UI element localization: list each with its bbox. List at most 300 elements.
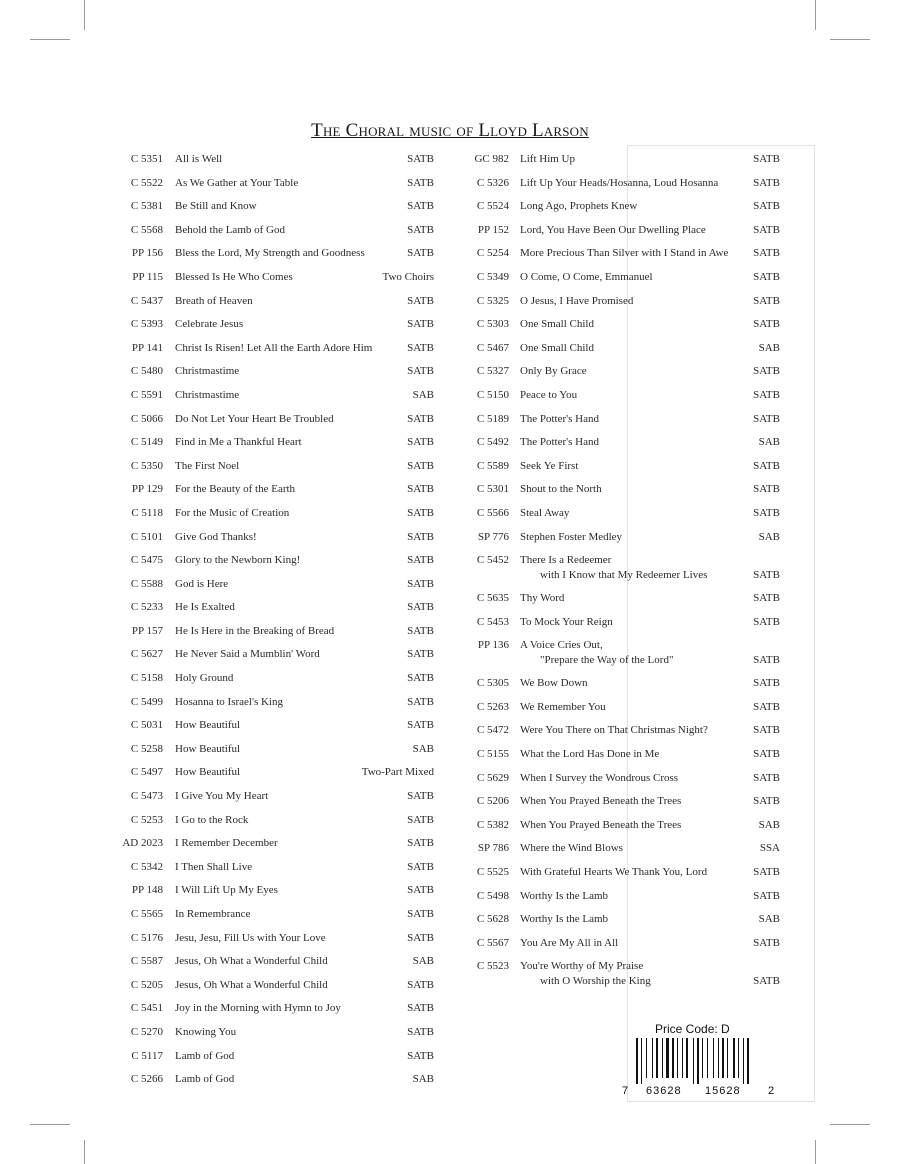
catalog-entry — [462, 523, 780, 547]
anthem-title: How Beautiful — [175, 719, 241, 732]
voicing: SATB — [407, 318, 434, 331]
catalog-entry — [108, 169, 434, 193]
barcode-digit-check: 2 — [768, 1085, 775, 1097]
anthem-title: I Give You My Heart — [175, 790, 269, 803]
anthem-title: To Mock Your Reign — [520, 615, 613, 628]
catalog-entry — [108, 239, 434, 263]
catalog-number: C 5382 — [476, 818, 509, 831]
anthem-title: The Potter's Hand — [520, 436, 599, 449]
anthem-title: Give God Thanks! — [175, 530, 257, 543]
anthem-title: Knowing You — [175, 1025, 237, 1038]
anthem-title: Jesus, Oh What a Wonderful Child — [175, 978, 328, 991]
catalog-number: C 5591 — [130, 388, 163, 401]
catalog-number: C 5475 — [130, 554, 163, 567]
catalog-entry — [462, 428, 780, 452]
voicing: SATB — [407, 931, 434, 944]
barcode-bar — [697, 1038, 699, 1084]
voicing: SATB — [753, 483, 780, 496]
anthem-title: How Beautiful — [175, 766, 241, 779]
catalog-entry — [108, 499, 434, 523]
catalog-number: C 5326 — [476, 176, 509, 189]
anthem-title: O Jesus, I Have Promised — [520, 294, 634, 307]
catalog-entry — [108, 405, 434, 429]
anthem-title: There Is a Redeemer — [520, 554, 612, 567]
voicing: SATB — [407, 341, 434, 354]
catalog-entry — [108, 334, 434, 358]
catalog-entry — [108, 216, 434, 240]
anthem-title: You Are My All in All — [520, 936, 619, 949]
anthem-title: I Go to the Rock — [175, 813, 249, 826]
anthem-title: For the Beauty of the Earth — [175, 483, 296, 496]
catalog-entry — [108, 688, 434, 712]
anthem-title: I Then Shall Live — [175, 860, 253, 873]
catalog-entry — [108, 640, 434, 664]
barcode-bar — [743, 1038, 744, 1084]
catalog-entry — [462, 716, 780, 740]
catalog-number: C 5031 — [130, 719, 163, 732]
anthem-subtitle: with O Worship the King — [540, 975, 651, 988]
anthem-title: Lift Up Your Heads/Hosanna, Loud Hosanna — [520, 176, 719, 189]
barcode-bar — [677, 1038, 678, 1078]
voicing: SATB — [753, 223, 780, 236]
anthem-title: A Voice Cries Out, — [520, 639, 603, 652]
catalog-entry — [108, 357, 434, 381]
anthem-title: The First Noel — [175, 459, 240, 472]
anthem-title: More Precious Than Silver with I Stand in Awe — [520, 247, 729, 260]
catalog-column-right — [462, 145, 780, 990]
anthem-title: I Will Lift Up My Eyes — [175, 884, 278, 897]
catalog-entry — [108, 1065, 434, 1089]
catalog-entry — [108, 829, 434, 853]
barcode-bar — [733, 1038, 735, 1078]
voicing: SATB — [407, 483, 434, 496]
voicing: SATB — [407, 153, 434, 165]
voicing: SATB — [753, 724, 780, 737]
voicing: SATB — [407, 672, 434, 685]
catalog-number: C 5629 — [476, 771, 509, 784]
anthem-title: When You Prayed Beneath the Trees — [520, 818, 682, 831]
catalog-entry — [108, 994, 434, 1018]
page-title: The Choral music of Lloyd Larson — [311, 120, 589, 141]
anthem-title: Were You There on That Christmas Night? — [520, 724, 708, 737]
anthem-title: Bless the Lord, My Strength and Goodness — [175, 247, 365, 260]
catalog-number: C 5342 — [130, 860, 163, 873]
catalog-number: PP 141 — [131, 341, 163, 354]
catalog-number: C 5568 — [130, 223, 163, 236]
catalog-entry — [462, 546, 780, 584]
catalog-number: C 5565 — [130, 908, 163, 920]
anthem-title: Worthy Is the Lamb — [520, 913, 609, 926]
anthem-title: The Potter's Hand — [520, 412, 599, 425]
voicing: SATB — [407, 837, 434, 850]
catalog-number: C 5497 — [130, 766, 163, 779]
catalog-entry — [108, 570, 434, 594]
catalog-entry — [108, 711, 434, 735]
catalog-number: PP 136 — [477, 639, 509, 652]
catalog-entry — [462, 905, 780, 929]
catalog-entry — [462, 381, 780, 405]
anthem-title: Jesus, Oh What a Wonderful Child — [175, 955, 328, 968]
catalog-number: SP 786 — [477, 842, 509, 855]
voicing: SATB — [753, 270, 780, 283]
catalog-column-left — [108, 145, 434, 1089]
voicing: SATB — [753, 412, 780, 425]
voicing: SAB — [758, 913, 780, 926]
voicing: SATB — [407, 624, 434, 637]
voicing: SATB — [753, 700, 780, 713]
voicing: SATB — [407, 530, 434, 543]
catalog-number: C 5150 — [476, 388, 509, 401]
anthem-subtitle: "Prepare the Way of the Lord" — [540, 654, 674, 667]
voicing: SATB — [753, 866, 780, 879]
barcode-bar — [656, 1038, 658, 1078]
barcode-bar — [693, 1038, 694, 1084]
catalog-entry — [108, 192, 434, 216]
catalog-entry — [462, 405, 780, 429]
anthem-title: As We Gather at Your Table — [175, 176, 299, 189]
voicing: SAB — [412, 388, 434, 401]
voicing: SATB — [753, 506, 780, 519]
catalog-number: C 5522 — [130, 176, 163, 189]
anthem-title: How Beautiful — [175, 742, 241, 755]
catalog-number: C 5327 — [476, 365, 509, 378]
voicing: SATB — [407, 884, 434, 897]
catalog-entry — [462, 145, 780, 169]
catalog-number: C 5266 — [130, 1073, 163, 1086]
catalog-number: C 5351 — [130, 153, 163, 165]
crop-mark — [815, 1140, 816, 1164]
catalog-number: C 5270 — [130, 1025, 163, 1038]
voicing: Two Choirs — [382, 270, 434, 283]
barcode-bar — [722, 1038, 724, 1078]
anthem-title: Only By Grace — [520, 365, 587, 378]
catalog-number: C 5498 — [476, 889, 509, 902]
barcode-bar — [682, 1038, 683, 1078]
barcode-bar — [738, 1038, 739, 1078]
anthem-title: He Never Said a Mumblin' Word — [175, 648, 320, 661]
catalog-number: PP 156 — [131, 247, 163, 260]
catalog-entry — [462, 216, 780, 240]
barcode-bar — [686, 1038, 688, 1078]
anthem-title: Breath of Heaven — [175, 294, 253, 307]
voicing: SATB — [753, 365, 780, 378]
voicing: SATB — [407, 577, 434, 590]
catalog-entry — [462, 787, 780, 811]
catalog-number: PP 148 — [131, 884, 163, 897]
anthem-title: Do Not Let Your Heart Be Troubled — [175, 412, 334, 425]
catalog-entry — [462, 310, 780, 334]
anthem-title: God is Here — [175, 577, 229, 590]
catalog-number: C 5350 — [130, 459, 163, 472]
barcode-bar — [713, 1038, 714, 1078]
catalog-number: C 5467 — [476, 341, 509, 354]
catalog-number: C 5176 — [130, 931, 163, 944]
catalog-entry — [108, 758, 434, 782]
voicing: SAB — [758, 341, 780, 354]
catalog-entry — [108, 452, 434, 476]
catalog-number: C 5588 — [130, 577, 163, 590]
voicing: SATB — [407, 813, 434, 826]
anthem-title: Peace to You — [520, 388, 578, 401]
voicing: SATB — [407, 648, 434, 661]
catalog-entry — [462, 834, 780, 858]
anthem-title: For the Music of Creation — [175, 506, 290, 519]
catalog-number: PP 152 — [477, 223, 509, 236]
catalog-number: C 5263 — [476, 700, 509, 713]
catalog-number: C 5473 — [130, 790, 163, 803]
voicing: SATB — [753, 748, 780, 761]
catalog-entry — [108, 263, 434, 287]
anthem-title: Shout to the North — [520, 483, 602, 496]
catalog-entry — [462, 858, 780, 882]
price-code: Price Code: D — [655, 1022, 730, 1036]
voicing: SATB — [407, 908, 434, 920]
voicing: SATB — [407, 554, 434, 567]
anthem-title: I Remember December — [175, 837, 278, 850]
barcode-bar — [672, 1038, 674, 1078]
catalog-number: C 5499 — [130, 695, 163, 708]
anthem-title: Lift Him Up — [520, 153, 575, 165]
catalog-number: PP 129 — [131, 483, 163, 496]
catalog-entry — [462, 239, 780, 263]
anthem-title: Holy Ground — [175, 672, 234, 685]
catalog-entry — [108, 853, 434, 877]
catalog-entry — [462, 192, 780, 216]
barcode-digits-right: 15628 — [705, 1085, 741, 1097]
crop-mark — [815, 0, 816, 30]
voicing: SATB — [753, 318, 780, 331]
voicing: SATB — [407, 1049, 434, 1062]
catalog-number: C 5101 — [130, 530, 163, 543]
anthem-title: Seek Ye First — [520, 459, 579, 472]
catalog-number: C 5233 — [130, 601, 163, 614]
catalog-entry — [108, 546, 434, 570]
voicing: SATB — [407, 790, 434, 803]
barcode-bar — [702, 1038, 703, 1078]
voicing: SATB — [753, 153, 780, 165]
catalog-entry — [108, 145, 434, 169]
voicing: SATB — [407, 719, 434, 732]
anthem-title: O Come, O Come, Emmanuel — [520, 270, 653, 283]
barcode-bar — [652, 1038, 653, 1078]
catalog-entry — [108, 287, 434, 311]
barcode-digit-first: 7 — [622, 1085, 629, 1097]
anthem-title: He Is Exalted — [175, 601, 235, 614]
barcode-bar — [727, 1038, 728, 1078]
anthem-title: Blessed Is He Who Comes — [175, 270, 293, 283]
catalog-number: C 5149 — [130, 436, 163, 449]
catalog-entry — [462, 669, 780, 693]
voicing: SATB — [753, 200, 780, 213]
catalog-number: C 5253 — [130, 813, 163, 826]
voicing: SATB — [407, 1025, 434, 1038]
anthem-title: When You Prayed Beneath the Trees — [520, 795, 682, 808]
voicing: SATB — [753, 294, 780, 307]
anthem-title: Behold the Lamb of God — [175, 223, 285, 236]
barcode-bar — [646, 1038, 647, 1078]
catalog-number: C 5206 — [476, 795, 509, 808]
anthem-title: Where the Wind Blows — [520, 842, 623, 855]
catalog-entry — [108, 806, 434, 830]
catalog-entry — [108, 900, 434, 924]
anthem-title: What the Lord Has Done in Me — [520, 748, 660, 761]
voicing: SATB — [407, 223, 434, 236]
catalog-number: SP 776 — [477, 530, 509, 543]
catalog-number: C 5205 — [130, 978, 163, 991]
voicing: SATB — [407, 247, 434, 260]
catalog-entry — [108, 428, 434, 452]
anthem-title: Jesu, Jesu, Fill Us with Your Love — [175, 931, 326, 944]
catalog-entry — [108, 782, 434, 806]
voicing: SATB — [407, 412, 434, 425]
voicing: SATB — [407, 294, 434, 307]
catalog-entry — [108, 664, 434, 688]
anthem-title: Christmastime — [175, 365, 240, 378]
catalog-number: C 5305 — [476, 677, 509, 690]
voicing: SATB — [753, 388, 780, 401]
anthem-title: You're Worthy of My Praise — [520, 960, 644, 973]
voicing: SATB — [407, 860, 434, 873]
anthem-title: Christ Is Risen! Let All the Earth Adore Him — [175, 341, 373, 354]
catalog-entry — [108, 617, 434, 641]
voicing: SATB — [407, 1002, 434, 1015]
catalog-number: C 5349 — [476, 270, 509, 283]
catalog-entry — [108, 593, 434, 617]
catalog-number: C 5589 — [476, 459, 509, 472]
catalog-entry — [108, 475, 434, 499]
catalog-entry — [108, 310, 434, 334]
catalog-entry — [462, 631, 780, 669]
anthem-title: In Remembrance — [175, 908, 251, 920]
catalog-entry — [462, 334, 780, 358]
catalog-entry — [462, 764, 780, 788]
voicing: SATB — [407, 176, 434, 189]
catalog-number: C 5635 — [476, 592, 509, 605]
crop-mark — [84, 0, 85, 30]
catalog-number: C 5452 — [476, 554, 509, 567]
anthem-title: We Bow Down — [520, 677, 588, 690]
anthem-title: One Small Child — [520, 341, 594, 354]
voicing: SSA — [759, 842, 780, 855]
anthem-title: Lord, You Have Been Our Dwelling Place — [520, 223, 706, 236]
catalog-number: C 5627 — [130, 648, 163, 661]
crop-mark — [30, 39, 70, 40]
catalog-number: C 5587 — [130, 955, 163, 968]
catalog-entry — [462, 475, 780, 499]
voicing: SATB — [407, 506, 434, 519]
catalog-entry — [462, 882, 780, 906]
anthem-title: When I Survey the Wondrous Cross — [520, 771, 679, 784]
barcode-bar — [636, 1038, 638, 1084]
catalog-entry — [462, 499, 780, 523]
voicing: SAB — [758, 818, 780, 831]
anthem-title: Thy Word — [520, 592, 565, 605]
catalog-number: C 5066 — [130, 412, 163, 425]
voicing: SATB — [753, 795, 780, 808]
catalog-number: C 5437 — [130, 294, 163, 307]
catalog-entry — [108, 1018, 434, 1042]
anthem-title: Glory to the Newborn King! — [175, 554, 301, 567]
catalog-number: C 5480 — [130, 365, 163, 378]
catalog-entry — [462, 811, 780, 835]
catalog-number: C 5118 — [131, 506, 163, 519]
anthem-title: Lamb of God — [175, 1049, 235, 1062]
crop-mark — [84, 1140, 85, 1164]
catalog-number: C 5254 — [476, 247, 509, 260]
voicing: SAB — [412, 1073, 434, 1086]
voicing: SATB — [753, 677, 780, 690]
voicing: SAB — [412, 955, 434, 968]
anthem-title: Celebrate Jesus — [175, 318, 244, 331]
catalog-number: GC 982 — [474, 153, 509, 165]
voicing: SAB — [412, 742, 434, 755]
catalog-entry — [462, 608, 780, 632]
catalog-number: C 5628 — [476, 913, 509, 926]
anthem-title: Lamb of God — [175, 1073, 235, 1086]
barcode-bar — [641, 1038, 642, 1084]
catalog-entry — [462, 263, 780, 287]
catalog-number: C 5158 — [130, 672, 163, 685]
catalog-number: C 5258 — [130, 742, 163, 755]
catalog-number: C 5472 — [476, 724, 509, 737]
catalog-entry — [462, 452, 780, 476]
catalog-entry — [108, 523, 434, 547]
catalog-number: C 5492 — [476, 436, 509, 449]
crop-mark — [830, 39, 870, 40]
catalog-entry — [462, 357, 780, 381]
catalog-number: C 5189 — [476, 412, 509, 425]
voicing: SATB — [407, 601, 434, 614]
voicing: SAB — [758, 436, 780, 449]
voicing: SAB — [758, 530, 780, 543]
crop-mark — [830, 1124, 870, 1125]
anthem-title: Steal Away — [520, 506, 570, 519]
catalog-number: PP 115 — [132, 270, 163, 283]
catalog-entry — [108, 735, 434, 759]
anthem-title: Worthy Is the Lamb — [520, 889, 609, 902]
anthem-subtitle: with I Know that My Redeemer Lives — [540, 569, 708, 582]
barcode-bar — [707, 1038, 708, 1078]
anthem-title: We Remember You — [520, 700, 606, 713]
catalog-entry — [108, 1042, 434, 1066]
catalog-number: C 5523 — [476, 960, 509, 973]
voicing: SATB — [407, 978, 434, 991]
voicing: SATB — [753, 889, 780, 902]
crop-mark — [30, 1124, 70, 1125]
catalog-entry — [462, 952, 780, 990]
voicing: SATB — [753, 176, 780, 189]
catalog-entry — [462, 169, 780, 193]
voicing: SATB — [407, 365, 434, 378]
catalog-number: C 5393 — [130, 318, 163, 331]
catalog-entry — [462, 584, 780, 608]
barcode-bar — [666, 1038, 669, 1078]
anthem-title: Joy in the Morning with Hymn to Joy — [175, 1002, 341, 1015]
barcode-bar — [747, 1038, 749, 1084]
anthem-title: Stephen Foster Medley — [520, 530, 623, 543]
catalog-number: C 5567 — [476, 936, 509, 949]
voicing: SATB — [753, 975, 780, 988]
anthem-title: All is Well — [175, 153, 223, 165]
catalog-entry — [462, 929, 780, 953]
catalog-number: C 5301 — [476, 483, 509, 496]
barcode — [636, 1038, 764, 1084]
anthem-title: One Small Child — [520, 318, 594, 331]
catalog-number: C 5381 — [130, 200, 163, 213]
anthem-title: Christmastime — [175, 388, 240, 401]
voicing: SATB — [753, 569, 780, 582]
catalog-entry — [462, 740, 780, 764]
